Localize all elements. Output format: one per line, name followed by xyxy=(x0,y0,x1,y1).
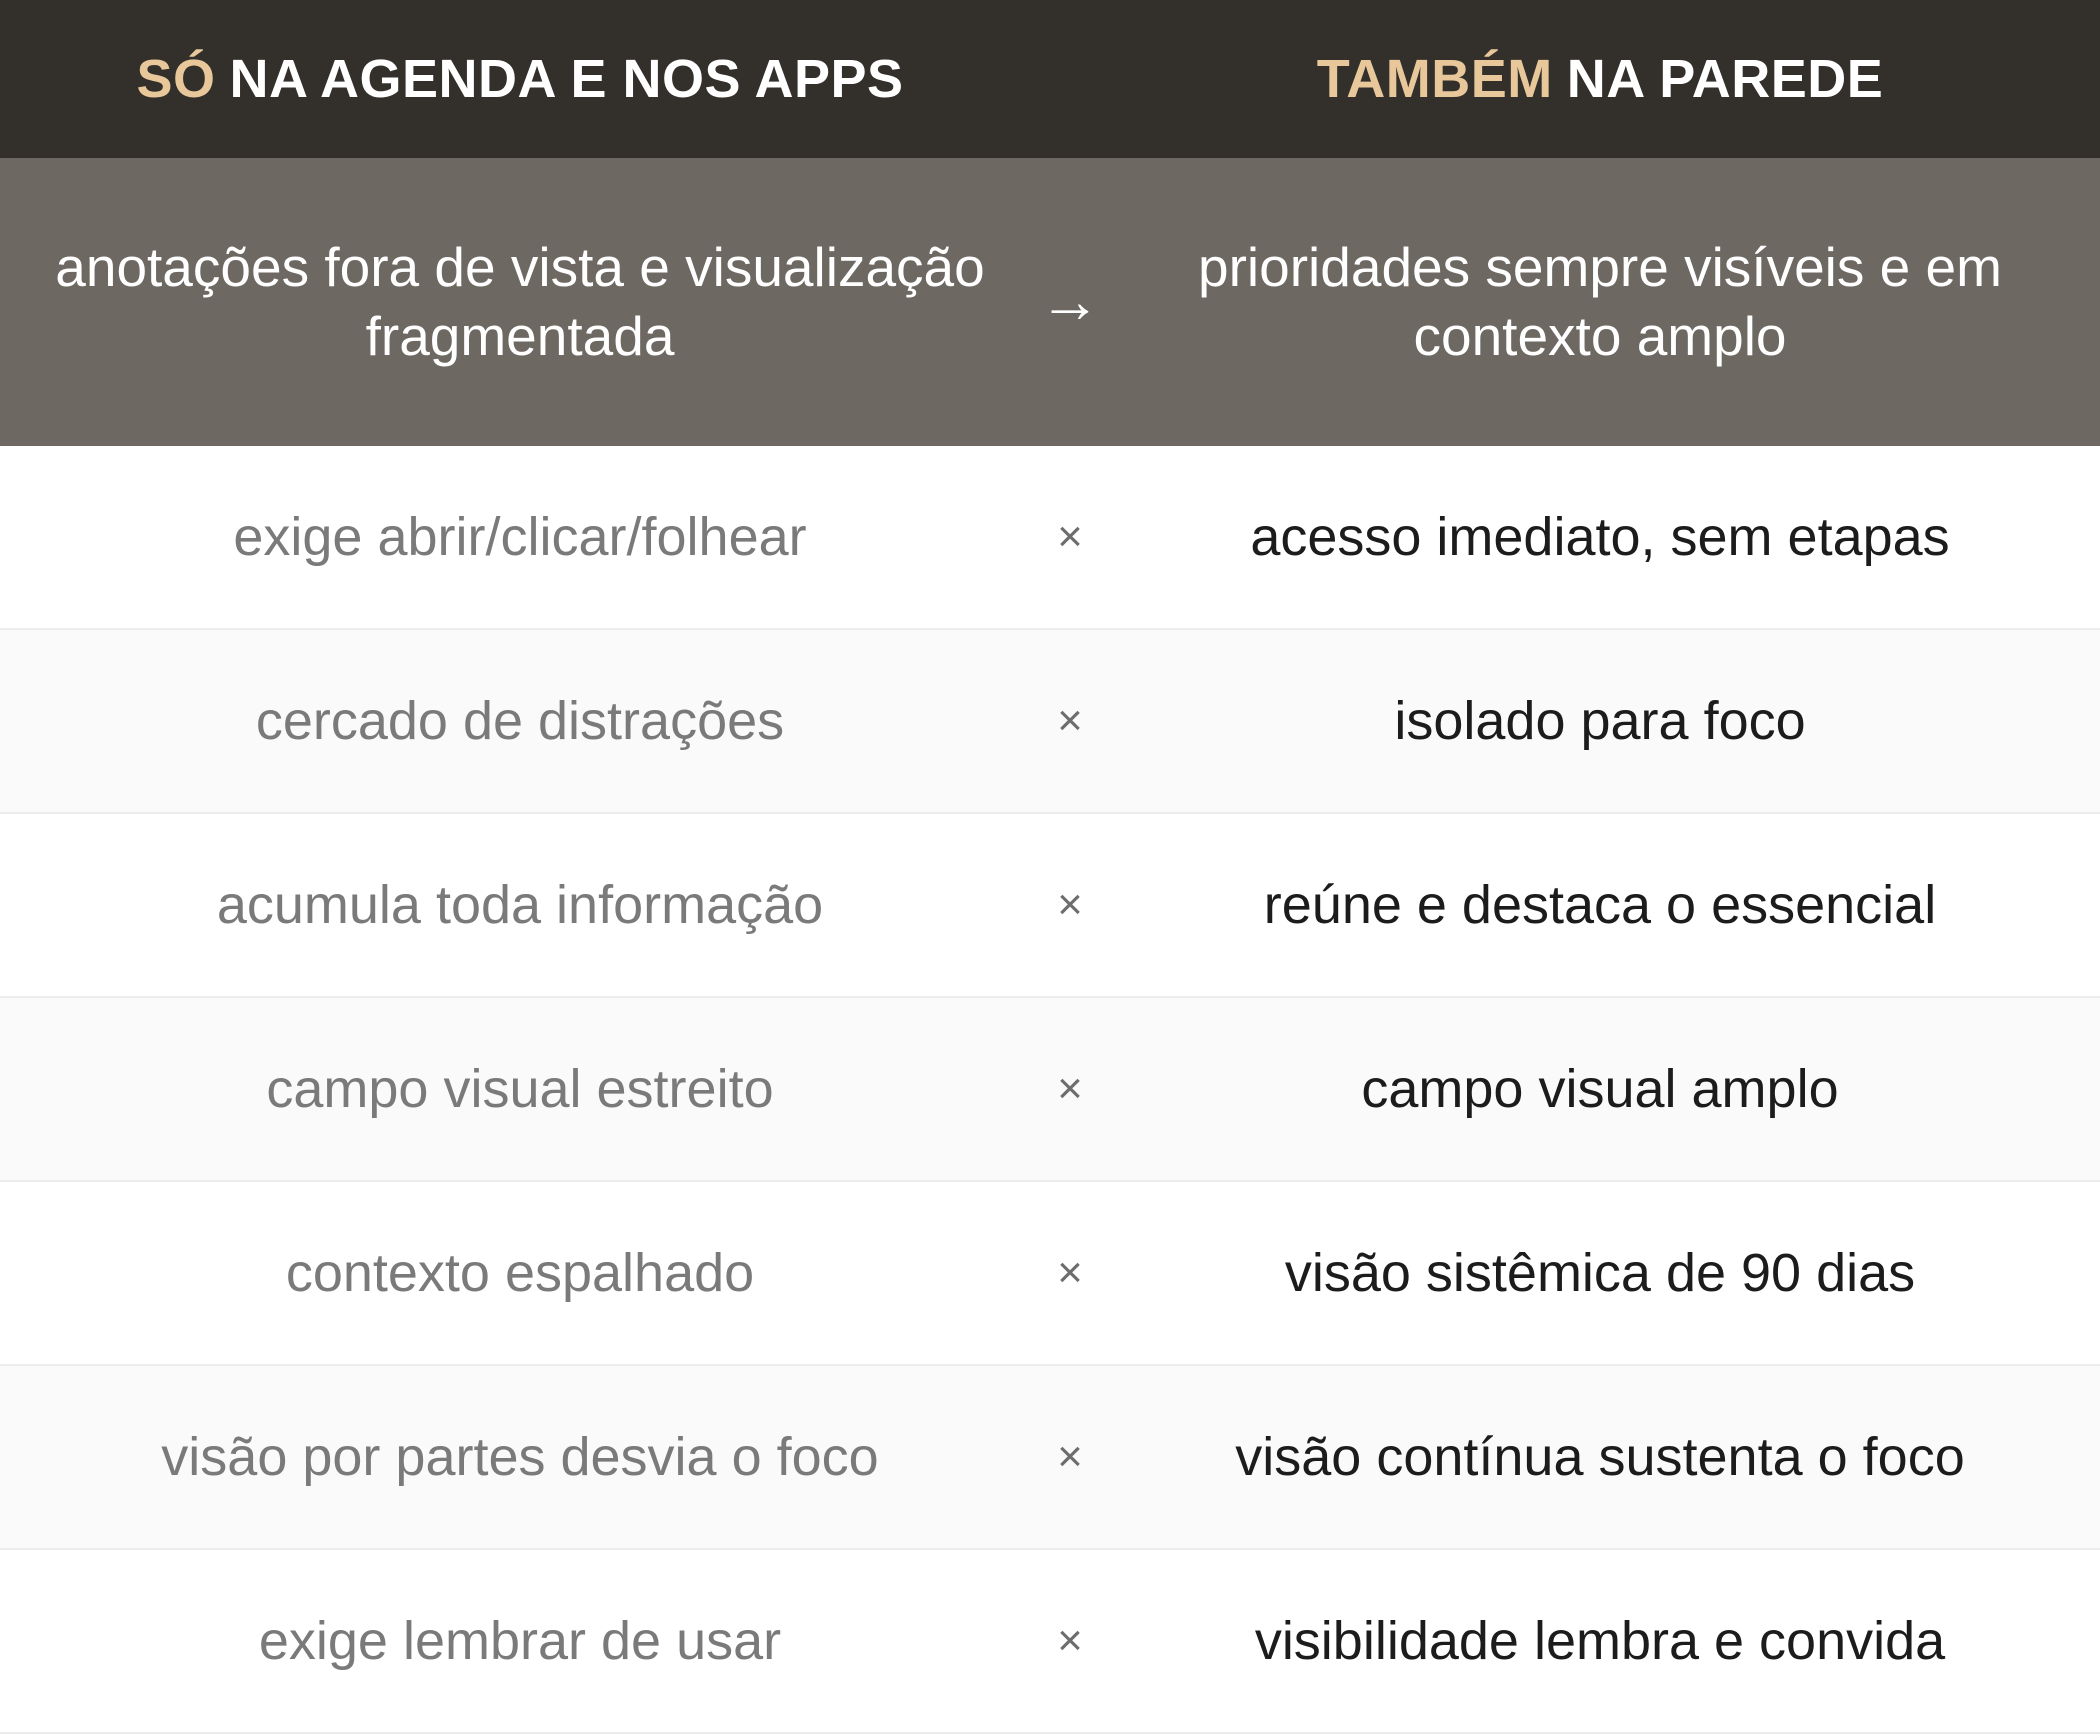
times-icon: × xyxy=(1057,1616,1083,1665)
row-left-text: campo visual estreito xyxy=(266,1058,774,1119)
table-row xyxy=(0,998,2100,1182)
table-header xyxy=(0,0,2100,158)
row-right-text: campo visual amplo xyxy=(1361,1058,1839,1119)
header-right-text: NA PAREDE xyxy=(1566,49,1884,109)
row-left-text: exige lembrar de usar xyxy=(258,1610,782,1671)
row-left-text: visão por partes desvia o foco xyxy=(161,1426,879,1487)
table-row xyxy=(0,446,2100,630)
row-left-text: acumula toda informação xyxy=(216,874,824,935)
times-icon: × xyxy=(1057,880,1083,929)
times-icon: × xyxy=(1057,1432,1083,1481)
row-left-text: anotações fora de vista e visualização fragmentada xyxy=(55,236,985,367)
table-row xyxy=(0,1366,2100,1550)
times-icon: × xyxy=(1057,512,1083,561)
row-right-text: isolado para foco xyxy=(1394,690,1806,751)
table-row xyxy=(0,1550,2100,1734)
row-right-text: visão sistêmica de 90 dias xyxy=(1284,1242,1916,1303)
times-icon: × xyxy=(1057,1248,1083,1297)
table-row xyxy=(0,1182,2100,1366)
row-right-text: visão contínua sustenta o foco xyxy=(1235,1426,1965,1487)
header-right-accent: TAMBÉM xyxy=(1316,49,1553,109)
row-left-text: contexto espalhado xyxy=(285,1242,755,1303)
header-left xyxy=(0,48,1040,110)
row-left-text: exige abrir/clicar/folhear xyxy=(233,506,807,567)
header-left-text: NA AGENDA E NOS APPS xyxy=(229,49,904,109)
times-icon: × xyxy=(1057,696,1083,745)
row-right-text: visibilidade lembra e convida xyxy=(1254,1610,1946,1671)
table-row xyxy=(0,814,2100,998)
header-left-accent: SÓ xyxy=(136,49,216,109)
arrow-right-icon: → xyxy=(1039,267,1101,336)
row-right-text: acesso imediato, sem etapas xyxy=(1250,506,1950,567)
row-right-text: reúne e destaca o essencial xyxy=(1263,874,1937,935)
table-row-highlight xyxy=(0,158,2100,446)
table-row xyxy=(0,630,2100,814)
times-icon: × xyxy=(1057,1064,1083,1113)
row-right-text: prioridades sempre visíveis e em contexto amplo xyxy=(1198,236,2002,367)
row-left-text: cercado de distrações xyxy=(255,690,785,751)
header-right xyxy=(1100,48,2100,110)
